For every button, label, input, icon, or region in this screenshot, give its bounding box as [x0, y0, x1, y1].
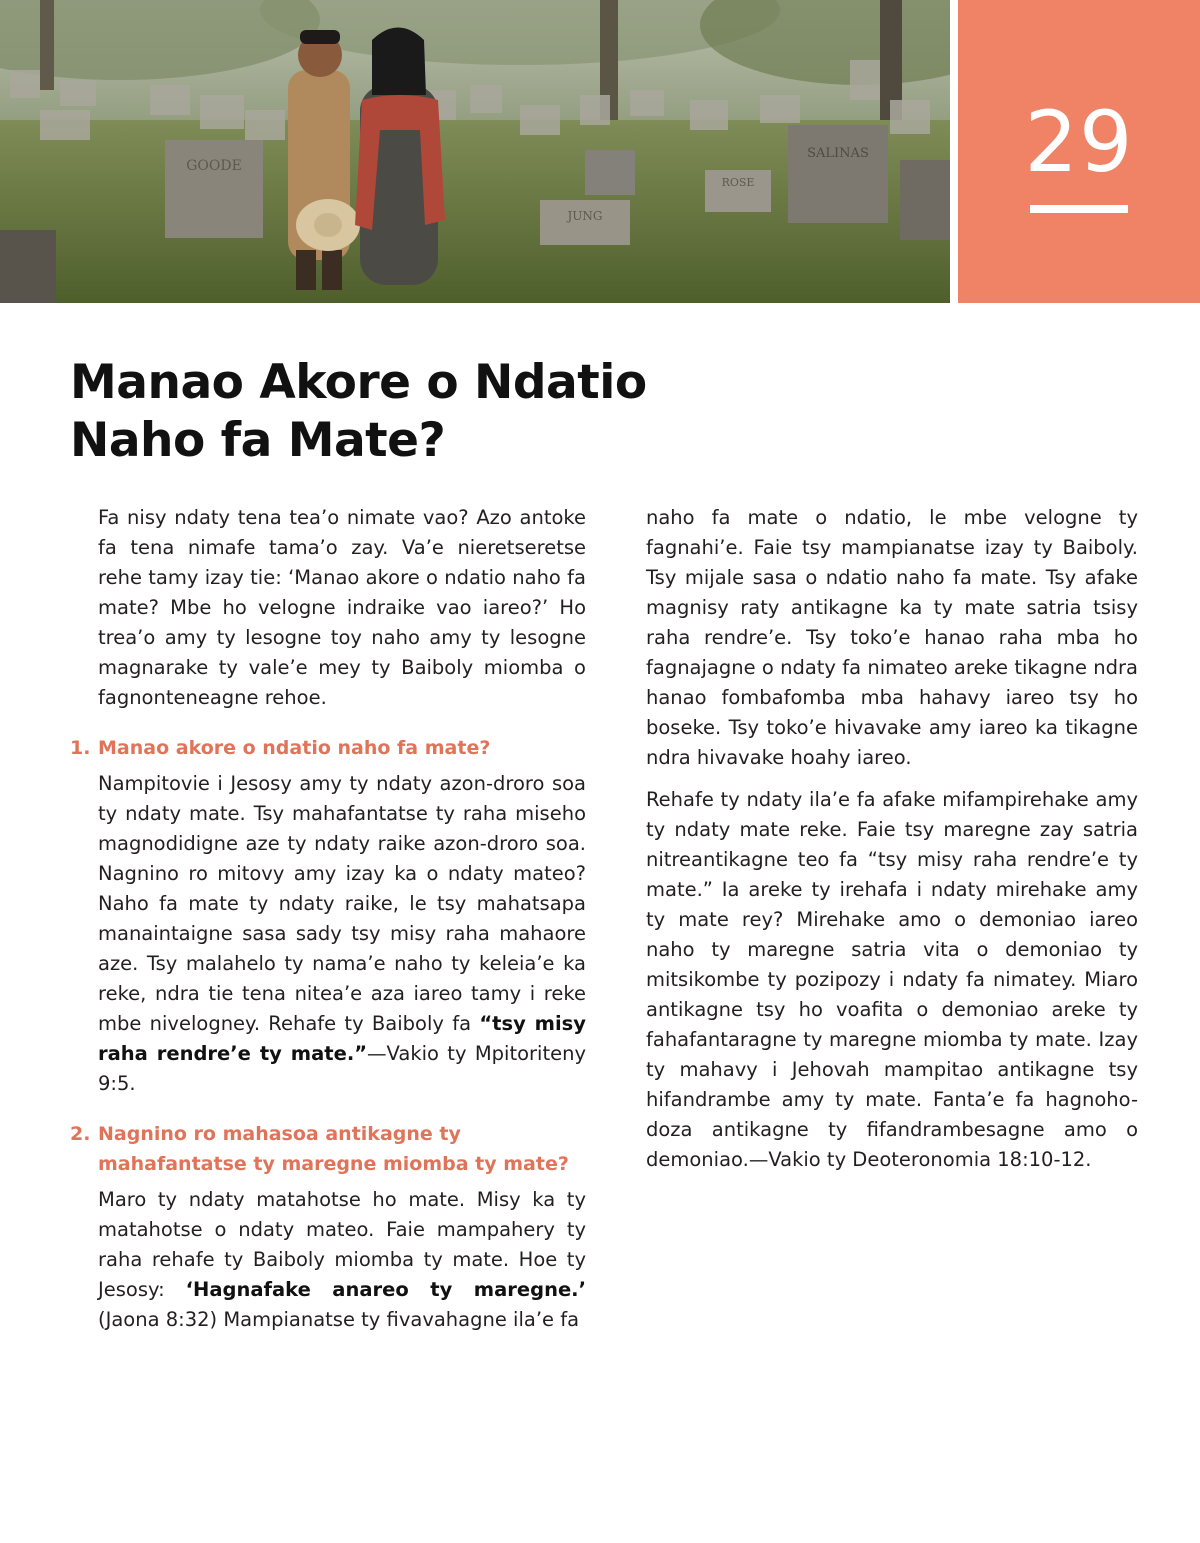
question-number: 1. — [70, 737, 91, 759]
hero-photo — [0, 0, 950, 303]
answer-2-continued: naho fa mate o ndatio, le mbe velogne ty fagnahi’e. Faie tsy mampianatse izay ty Baiboly. Tsy mijale sasa o ndatio naho fa mate. Tsy afake magnisy raty antikagne ka ty mate satria tsisy raha rendre’e. Tsy toko’e hanao raha mba ho fagnajagne o ndaty fa nimateo areke tikagne ndra hanao fombafomba mba hahavy iareo tsy ho boseke. Tsy toko’e hivavake amy iareo ka tikagne ndra hivavake hoahy iareo. — [646, 506, 1138, 769]
question-text: Nagnino ro mahasoa antikagne ty mahafantatse ty maregne miomba ty mate? — [98, 1123, 569, 1175]
chapter-number: 29 — [1024, 93, 1134, 191]
left-column — [70, 503, 586, 1347]
right-column — [646, 503, 1138, 1187]
intro-paragraph: Fa nisy ndaty tena tea’o nimate vao? Azo antoke fa tena nimafe tama’o zay. Va’e nieretseretse rehe tamy izay tie: ‘Manao akore o ndatio naho fa mate? Mbe ho velogne indraike vao iareo?’ Ho trea’o amy ty lesogne toy naho amy ty lesogne magnarake ty vale’e mey ty Baiboly miomba o fagnonteneagne rehoe. — [98, 506, 586, 709]
scripture-quote: ‘Hagnafake anareo ty maregne.’ — [185, 1278, 586, 1301]
cemetery-illustration — [0, 0, 950, 303]
scripture-quote: “tsy misy raha rendre’e ty mate.” — [98, 1012, 586, 1065]
question-1 — [70, 733, 586, 763]
headstone-salinas — [788, 125, 888, 223]
lesson-title: Manao Akore o Ndatio Naho fa Mate? — [70, 355, 647, 468]
answer-text: —Vakio ty Mpitoriteny 9:5. — [98, 1042, 586, 1095]
headstone-label: SALINAS — [807, 146, 869, 161]
question-2 — [70, 1119, 586, 1179]
headstone-label: GOODE — [186, 158, 242, 174]
answer-text: (Jaona 8:32) Mampianatse ty fivavahagne ila’e fa — [98, 1308, 580, 1331]
closing-paragraph: Rehafe ty ndaty ila’e fa afake mifampirehake amy ty ndaty mate reke. Faie tsy maregne zay satria nitreantikagne teo fa “tsy misy raha rendre’e ty mate.” Ia areke ty irehafa i ndaty mirehake amy ty mate rey? Mirehake amo o demoniao iareo naho ty maregne satria vita o demoniao ty mitsikombe ty pozipozy i ndaty fa nimatey. Miaro antikagne tsy ho voafita o demoniao areke ty fahafantaragne ty maregne miomba ty mate. Izay ty mahavy i Jehovah mampitao antikagne tsy hifandrambe amy ty mate. Fanta’e fa hagnoho-doza antikagne ty fifandrambesagne amo o demoniao.—Vakio ty Deoteronomia 18:10-12. — [646, 788, 1138, 1171]
answer-2-paragraph — [70, 1185, 586, 1335]
answer-text: Nampitovie i Jesosy amy ty ndaty azon-droro soa ty ndaty mate. Tsy mahafantatse ty raha miseho magnodidigne aze ty ndaty raike azon-droro soa. Nagnino ro mitovy amy izay ka o ndaty mateo? Naho fa mate ty ndaty raike, le tsy mahatsapa manaintaigne sasa sady tsy misy raha mahaore aze. Tsy malahelo ty nama’e naho ty keleia’e ka reke, ndra tie tena nitea’e aza iareo tamy i reke mbe nivelogney. Rehafe ty Baiboly fa — [98, 772, 586, 1035]
question-text: Manao akore o ndatio naho fa mate? — [98, 737, 491, 759]
answer-text: Maro ty ndaty matahotse ho mate. Misy ka ty matahotse o ndaty mateo. Faie mampahery ty raha rehafe ty Baiboly miomba ty mate. Hoe ty Jesosy: — [98, 1188, 586, 1301]
headstone-goode — [165, 140, 263, 238]
headstone-label: JUNG — [567, 209, 603, 223]
headstone-label: ROSE — [721, 176, 755, 189]
chapter-number-box — [958, 0, 1200, 303]
answer-1-paragraph — [70, 769, 586, 1099]
chapter-rule — [1030, 205, 1128, 213]
question-number: 2. — [70, 1123, 91, 1145]
